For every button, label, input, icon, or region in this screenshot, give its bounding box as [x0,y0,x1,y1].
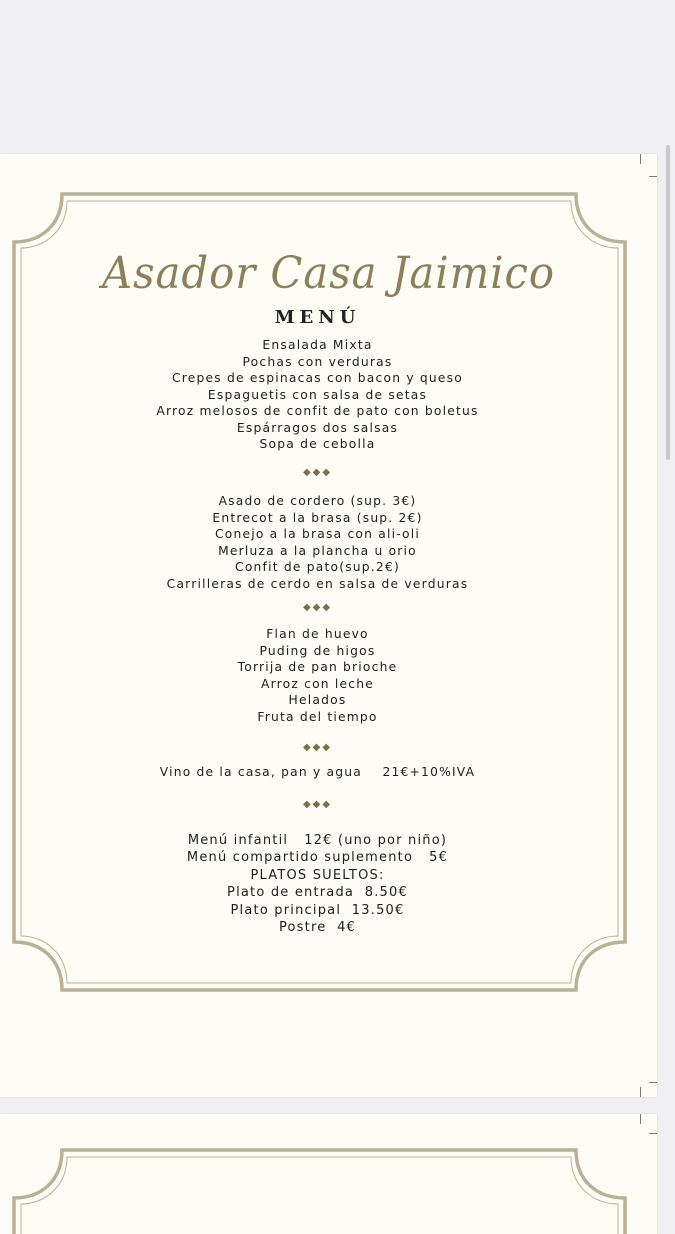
menu-item: Puding de higos [259,643,376,658]
crop-mark [640,1114,641,1124]
menu-item: Helados [288,693,347,707]
menu-item: Ensalada Mixta [262,338,373,352]
crop-mark [649,1082,657,1083]
menu-heading: MENÚ [274,307,361,328]
menu-item: Torrija de pan brioche [237,660,398,674]
menu-item: Menú compartido suplemento 5€ [186,850,449,866]
menu-item: Conejo a la brasa con ali-oli [214,527,421,541]
section-separator: ◆◆◆ [302,742,333,753]
crop-mark [649,1133,657,1134]
menu-item: Menú infantil 12€ (uno por niño) [187,833,448,848]
menu-item: Crepes de espinacas con bacon y queso [171,371,464,385]
scrollbar-thumb[interactable] [666,145,670,460]
menu-item: Espárragos dos salsas [236,420,399,435]
menu-item: Pochas con verduras [242,354,393,369]
menu-item: Entrecot a la brasa (sup. 2€) [212,510,423,525]
menu-item: Asado de cordero (sup. 3€) [218,494,417,508]
menu-item: Merluza a la plancha u orio [218,543,417,558]
restaurant-title: Asador Casa Jaimico [101,248,556,299]
document-page-1 [0,154,657,1097]
starters-list [0,337,635,453]
crop-mark [640,1087,641,1097]
menu-item: Arroz con leche [260,676,374,691]
menu-item: Plato principal 13.50€ [230,902,405,918]
menu-item: PLATOS SUELTOS: [250,867,385,883]
menu-item: Sopa de cebolla [259,437,376,451]
desserts-list [0,626,635,725]
crop-mark [649,176,657,177]
decorative-frame [0,1114,657,1234]
document-page-2 [0,1114,657,1234]
mains-list [0,493,635,592]
menu-item: Carrilleras de cerdo en salsa de verduras [166,576,469,591]
menu-item: Plato de entrada 8.50€ [227,885,408,901]
extras-list [0,832,635,936]
drinks-line: Vino de la casa, pan y agua 21€+10%IVA [159,765,476,779]
menu-item: Postre 4€ [278,920,357,936]
menu-item: Fruta del tiempo [257,709,378,724]
section-separator: ◆◆◆ [302,467,333,478]
menu-item: Arroz melosos de confit de pato con boletus [156,404,479,418]
menu-item: Espaguetis con salsa de setas [207,387,428,402]
crop-mark [640,154,641,164]
section-separator: ◆◆◆ [302,602,333,613]
section-separator: ◆◆◆ [302,799,333,810]
menu-item: Flan de huevo [266,627,369,641]
menu-item: Confit de pato(sup.2€) [235,560,400,574]
